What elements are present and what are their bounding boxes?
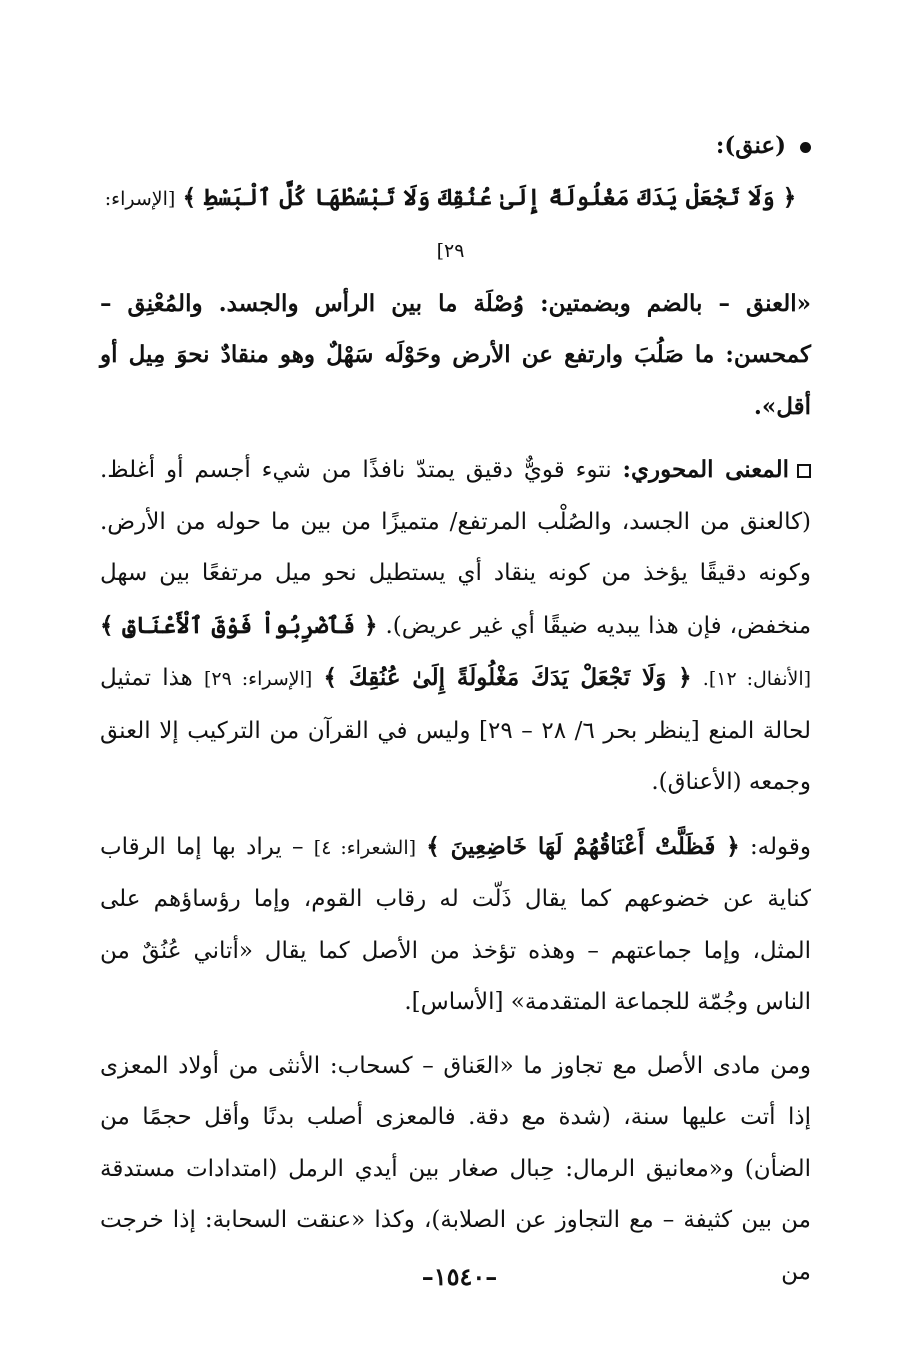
shuara-intro: وقوله: [749, 833, 812, 860]
page-body [100, 120, 811, 1298]
ref-anfal: [الأنفال: ١٢]. [702, 668, 812, 690]
core-meaning-label: المعنى المحوري: [622, 456, 789, 483]
core-meaning-text: نتوء قويٌّ دقيق يمتدّ نافذًا من شيء أجسم أو أغلظ. (كالعنق من الجسد، والصُلْب المرتفع/ متميزًا من بين ما حوله من الأرض. وكونه دقيقًا يؤخذ من كونه ينقاد أي يستطيل نحو ميل مرتفعًا بين سهل منخفض، فإن هذا يبديه ضيقًا أي غير عريض). [100, 457, 812, 639]
entry-title: (عنق): [715, 132, 786, 159]
core-meaning-paragraph [100, 444, 811, 809]
derivations-paragraph: ومن مادى الأصل مع تجاوز ما «العَناق – كسحاب: الأنثى من أولاد المعزى إذا أتت عليها سنة، (شدة مع دقة. فالمعزى أصلب بدنًا وأقل حجمًا من الضأن) و«معانيق الرمال: حِبال صغار بين أيدي الرمل (امتدادات مستدقة من بين كثيفة – مع التجاوز عن الصلابة)، وكذا «عنقت السحابة: إذا خرجت من [100, 1052, 811, 1285]
verse-isra: ﴿ وَلَا تَجْعَلْ يَدَكَ مَغْلُولَةً إِلَىٰ عُنُقِكَ ﴾ [323, 664, 692, 691]
entry-heading [100, 120, 811, 172]
bullet-icon [800, 142, 811, 153]
shuara-paragraph [100, 821, 811, 1029]
ref-shuara: [الشعراء: ٤] [313, 836, 417, 859]
page-number: –١٥٤٠– [421, 1262, 498, 1291]
verse-text: ﴿ وَلَا تَجْعَلْ يَدَكَ مَغْلُولَةً إِلَىٰ عُنُقِكَ وَلَا تَبْسُطْهَا كُلَّ ٱلْبَسْطِ ﴾ [182, 183, 797, 211]
verse-line [100, 172, 811, 278]
core-meaning-end: هذا تمثيل لحالة المنع [ينظر بحر ٦/ ٢٨ – ٢٩] وليس في القرآن من التركيب إلا العنق وجمعه (الأعناق). [100, 665, 811, 795]
ref-isra: [الإسراء: ٢٩] [203, 668, 313, 690]
definition-paragraph: «العنق – بالضم وبضمتين: وُصْلَة ما بين الرأس والجسد. والمُعْنِق – كمحسن: ما صَلُبَ وارتفع عن الأرض وحَوْلَه سَهْلٌ وهو منقادٌ نحوَ مِيل أو أقل». [100, 289, 811, 420]
verse-reference: [الإسراء: ٢٩] [104, 187, 465, 262]
shuara-text: – يراد بها إما الرقاب كناية عن خضوعهم كما يقال ذَلّت له رقاب القوم، وإما رؤساؤهم على المثل، وإما جماعتهم – وهذه تؤخذ من الأصل كما يقال «أتاني عُنُقٌ من الناس وجُمّة للجماعة المتقدمة» [الأساس]. [100, 833, 811, 1015]
square-box-icon [797, 464, 811, 478]
verse-shuara: ﴿ فَظَلَّتْ أَعْنَاقُهُمْ لَهَا خَاضِعِينَ ﴾ [426, 832, 740, 860]
verse-anfal: ﴿ فَٱضْرِبُواْ فَوْقَ ٱلْأَعْنَاقِ ﴾ [100, 611, 378, 639]
